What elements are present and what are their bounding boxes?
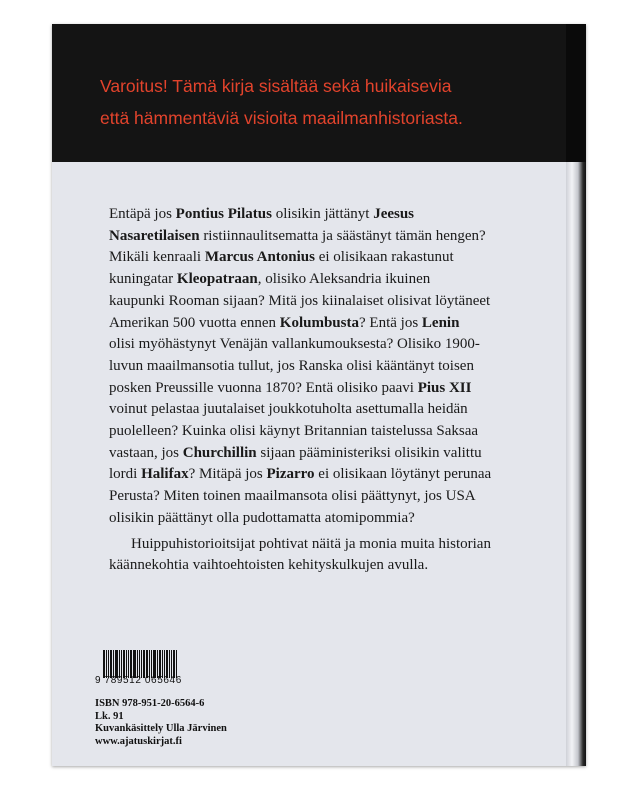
barcode-bar <box>137 650 138 678</box>
barcode-bar <box>113 650 114 678</box>
blurb-line <box>109 204 491 226</box>
blurb-line <box>109 269 491 291</box>
text-segment: ? Entä jos <box>359 314 422 331</box>
barcode-bar <box>128 650 129 678</box>
bold-name: Jeesus <box>373 206 415 222</box>
blurb-line <box>109 334 491 356</box>
text-segment: Mikäli kenraali <box>109 249 205 266</box>
barcode <box>103 650 178 678</box>
website-link[interactable]: www.ajatuskirjat.fi <box>95 735 182 747</box>
barcode-bar <box>121 650 122 678</box>
blurb-text <box>109 204 491 577</box>
blurb-line <box>109 486 491 508</box>
classification: Lk. 91 <box>95 710 124 722</box>
barcode-bar <box>139 650 140 678</box>
blurb-line <box>109 247 491 269</box>
text-segment: ei olisikaan löytänyt perunaa <box>314 466 492 483</box>
publication-info <box>95 698 227 748</box>
text-segment: olisikin jättänyt <box>271 206 374 222</box>
barcode-bar <box>110 650 112 678</box>
barcode-bar <box>103 650 105 678</box>
image-credit: Kuvankäsittely Ulla Järvinen <box>95 723 227 734</box>
isbn: ISBN 978-951-20-6564-6 <box>95 698 205 709</box>
barcode-bar <box>173 650 175 678</box>
warning-line-1: Varoitus! Tämä kirja sisältää sekä huikaisevia <box>100 76 452 96</box>
bold-name: Lenin <box>421 314 460 331</box>
text-segment: lordi <box>109 466 142 483</box>
barcode-bar <box>159 650 161 678</box>
barcode-bar <box>151 650 152 678</box>
blurb-line <box>109 421 491 443</box>
barcode-bar <box>126 650 127 678</box>
text-segment: ristiinnaulitsematta ja säästänyt tämän hengen? <box>199 227 486 244</box>
barcode-bar <box>115 650 118 678</box>
barcode-bar <box>162 650 163 678</box>
blurb-line <box>109 508 491 530</box>
barcode-bar <box>133 650 136 678</box>
text-segment: luvun maailmansotia tullut, jos Ranska olisi kääntänyt toisen <box>109 357 474 374</box>
barcode-bar <box>141 650 142 678</box>
barcode-bar <box>149 650 150 678</box>
text-segment: puolelleen? Kuinka olisi käynyt Britannian taistelussa Saksaa <box>109 423 479 440</box>
barcode-bar <box>153 650 156 678</box>
barcode-bar <box>146 650 148 678</box>
blurb-line <box>109 226 491 248</box>
bold-name: Halifax <box>141 466 189 483</box>
spine-edge <box>566 162 586 766</box>
barcode-number: 9 789512 065646 <box>95 675 182 686</box>
bold-name: Churchillin <box>182 444 257 461</box>
barcode-bar <box>171 650 172 678</box>
barcode-bar <box>164 650 165 678</box>
text-segment: voinut pelastaa juutalaiset joukkotuholta asettumalla heidän <box>109 401 468 418</box>
blurb-line <box>109 443 491 465</box>
bold-name: Pius XII <box>417 379 472 396</box>
text-segment: ? Mitäpä jos <box>188 466 267 483</box>
text-segment: käännekohtia vaihtoehtoisten kehityskulkujen avulla. <box>109 557 429 574</box>
barcode-bar <box>166 650 168 678</box>
blurb-line <box>109 313 491 335</box>
blurb-line <box>109 378 491 400</box>
barcode-bar <box>169 650 170 678</box>
text-segment: ei olisikaan rakastunut <box>314 249 454 266</box>
bold-name: Pizarro <box>266 466 315 483</box>
blurb-line <box>109 464 491 486</box>
text-segment: kaupunki Rooman sijaan? Mitä jos kiinalaiset olisivat löytäneet <box>109 292 491 309</box>
text-segment: Amerikan 500 vuotta ennen <box>109 314 280 331</box>
text-segment: , olisiko Aleksandria ikuinen <box>257 271 431 288</box>
blurb-paragraph-1 <box>109 204 491 530</box>
band-edge <box>566 24 586 162</box>
book-back-cover <box>52 24 586 766</box>
blurb-line <box>109 356 491 378</box>
bold-name: Kolumbusta <box>279 314 359 331</box>
barcode-bar <box>157 650 158 678</box>
text-segment: kuningatar <box>109 271 177 288</box>
text-segment: posken Preussille vuonna 1870? Entä olisiko paavi <box>109 379 418 396</box>
bold-name: Pontius Pilatus <box>175 206 272 222</box>
text-segment: Entäpä jos <box>109 206 176 222</box>
blurb-line <box>109 399 491 421</box>
black-header-band <box>52 24 566 162</box>
text-segment: olisi myöhästynyt Venäjän vallankumouksesta? Olisiko 1900- <box>109 336 480 353</box>
barcode-bar <box>119 650 120 678</box>
barcode-bar <box>108 650 109 678</box>
blurb-line <box>109 555 491 577</box>
bold-name: Nasaretilaisen <box>109 227 200 244</box>
bold-name: Kleopatraan <box>176 271 258 288</box>
text-segment: Huippuhistorioitsijat pohtivat näitä ja monia muita historian <box>131 535 491 552</box>
barcode-bar <box>130 650 132 678</box>
text-segment: olisikin päättänyt olla pudottamatta atomipommia? <box>109 509 415 526</box>
bold-name: Marcus Antonius <box>204 249 315 266</box>
blurb-paragraph-2 <box>109 534 491 577</box>
blurb-line <box>109 534 491 556</box>
barcode-bar <box>123 650 125 678</box>
barcode-bar <box>176 650 177 678</box>
barcode-bar <box>106 650 107 678</box>
text-segment: Perusta? Miten toinen maailmansota olisi päättynyt, jos USA <box>109 488 476 505</box>
text-segment: vastaan, jos <box>109 444 183 461</box>
text-segment: sijaan pääministeriksi olisikin valittu <box>256 444 482 461</box>
warning-line-2: että hämmentäviä visioita maailmanhistoriasta. <box>100 108 463 128</box>
barcode-bar <box>143 650 145 678</box>
blurb-line <box>109 291 491 313</box>
